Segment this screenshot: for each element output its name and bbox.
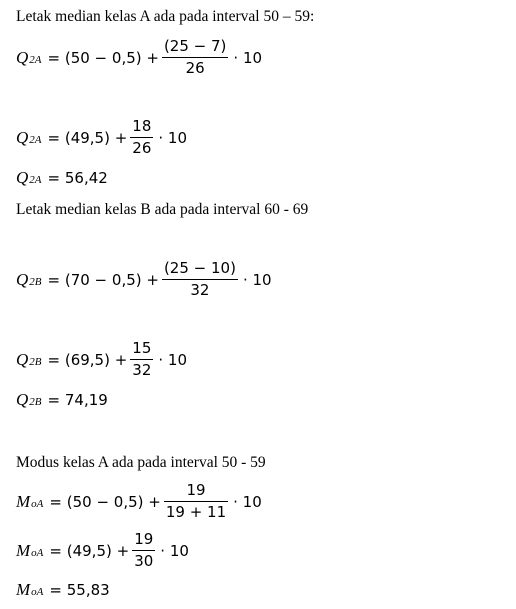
median-a-equation-1 [16,38,262,78]
variable: Q 2B [16,349,42,369]
numerator: 19 [134,530,154,548]
fraction [130,118,153,158]
fraction [162,38,228,78]
lhs: = (70 − 0,5) + [47,270,159,289]
result-value: = 55,83 [49,581,110,599]
numerator: (25 − 7) [163,37,227,55]
multiplier: · 10 [233,48,263,67]
multiplier: · 10 [158,350,188,369]
multiplier: · 10 [233,492,262,511]
denominator: 26 [162,57,228,77]
denominator: 32 [132,361,152,380]
median-b-result [16,390,108,410]
variable: Q 2B [16,269,42,289]
numerator: (25 − 10) [163,259,236,277]
denominator: 30 [134,552,154,571]
fraction [132,531,155,571]
variable: Q 2B [16,390,42,409]
median-b-equation-1 [16,260,272,300]
modus-a-result [16,580,110,600]
multiplier: · 10 [242,270,272,289]
modus-a-equation-1 [16,482,262,522]
variable: Q 2A [16,47,42,67]
denominator: 19 + 11 [165,503,227,522]
modus-a-intro: Modus kelas A ada pada interval 50 - 59 [16,454,266,471]
median-a-equation-2 [16,118,187,158]
multiplier: · 10 [160,541,189,560]
fraction [130,340,153,380]
fraction [162,260,238,300]
multiplier: · 10 [158,128,188,147]
variable: M oA [16,491,44,511]
fraction [164,482,228,522]
denominator: 32 [162,279,238,299]
median-b-intro: Letak median kelas B ada pada interval 60 - 69 [16,201,309,218]
variable: M oA [16,540,44,560]
median-a-intro: Letak median kelas A ada pada interval 50 – 59: [16,8,315,25]
variable: M oA [16,580,44,599]
median-a-result [16,168,108,188]
lhs: = (50 − 0,5) + [49,492,161,511]
result-value: = 56,42 [47,169,108,187]
variable: Q 2A [16,168,42,187]
lhs: = (50 − 0,5) + [47,48,159,67]
denominator: 26 [132,139,152,158]
variable: Q 2A [16,127,42,147]
lhs: = (49,5) + [47,128,128,147]
result-value: = 74,19 [47,391,108,409]
modus-a-equation-2 [16,531,189,571]
lhs: = (49,5) + [49,541,130,560]
numerator: 19 [186,481,206,499]
numerator: 18 [132,117,152,135]
numerator: 15 [132,339,152,357]
lhs: = (69,5) + [47,350,128,369]
median-b-equation-2 [16,340,187,380]
